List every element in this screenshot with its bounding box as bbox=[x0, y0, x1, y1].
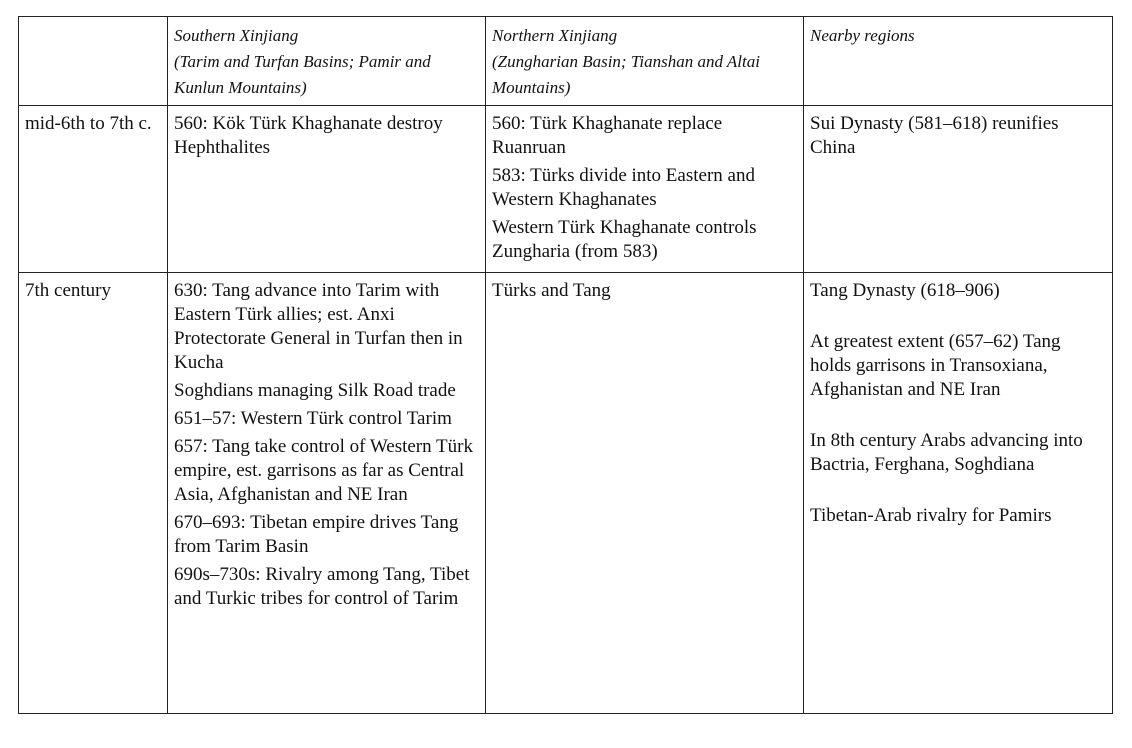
event-entry: At greatest extent (657–62) Tang holds garrisons in Transoxiana, Afghanistan and NE Iran bbox=[810, 331, 1061, 400]
header-northern-title: Northern Xinjiang bbox=[492, 26, 618, 45]
event-entry: Western Türk Khaghanate controls Zungharia (from 583) bbox=[492, 217, 757, 262]
header-southern-xinjiang bbox=[168, 17, 486, 106]
event-entry: 560: Türk Khaghanate replace Ruanruan bbox=[492, 113, 723, 158]
event-entry: 690s–730s: Rivalry among Tang, Tibet and Turkic tribes for control of Tarim bbox=[174, 564, 470, 609]
header-southern-subtitle: (Tarim and Turfan Basins; Pamir and Kunlun Mountains) bbox=[174, 52, 431, 97]
southern-cell bbox=[168, 106, 486, 273]
period-cell bbox=[19, 106, 168, 273]
event-entry: In 8th century Arabs advancing into Bactria, Ferghana, Soghdiana bbox=[810, 430, 1083, 475]
header-row bbox=[19, 17, 1113, 106]
header-northern-subtitle: (Zungharian Basin; Tianshan and Altai Mountains) bbox=[492, 52, 760, 97]
header-nearby-regions bbox=[804, 17, 1113, 106]
southern-cell bbox=[168, 273, 486, 714]
event-entry: Tang Dynasty (618–906) bbox=[810, 280, 1000, 301]
header-southern-title: Southern Xinjiang bbox=[174, 26, 299, 45]
period-cell bbox=[19, 273, 168, 714]
event-entry: Tibetan-Arab rivalry for Pamirs bbox=[810, 505, 1052, 526]
event-entry: 560: Kök Türk Khaghanate destroy Hephthalites bbox=[174, 113, 443, 158]
header-corner-cell bbox=[19, 17, 168, 106]
event-entry: 651–57: Western Türk control Tarim bbox=[174, 408, 452, 429]
event-entry: Soghdians managing Silk Road trade bbox=[174, 380, 456, 401]
event-entry: 630: Tang advance into Tarim with Eastern Türk allies; est. Anxi Protectorate General in Turfan then in Kucha bbox=[174, 280, 463, 373]
table-row bbox=[19, 273, 1113, 714]
northern-cell bbox=[486, 106, 804, 273]
period-label: 7th century bbox=[25, 280, 112, 301]
event-entry: 670–693: Tibetan empire drives Tang from Tarim Basin bbox=[174, 512, 459, 557]
event-entry: Türks and Tang bbox=[492, 280, 611, 301]
nearby-cell bbox=[804, 106, 1113, 273]
event-entry: 657: Tang take control of Western Türk empire, est. garrisons as far as Central Asia, Afghanistan and NE Iran bbox=[174, 436, 473, 505]
chronology-table bbox=[18, 16, 1113, 714]
table-row bbox=[19, 106, 1113, 273]
header-northern-xinjiang bbox=[486, 17, 804, 106]
nearby-cell bbox=[804, 273, 1113, 714]
event-entry: 583: Türks divide into Eastern and Western Khaghanates bbox=[492, 165, 755, 210]
header-nearby-title: Nearby regions bbox=[810, 26, 915, 45]
period-label: mid-6th to 7th c. bbox=[25, 113, 152, 134]
event-entry: Sui Dynasty (581–618) reunifies China bbox=[810, 113, 1059, 158]
northern-cell bbox=[486, 273, 804, 714]
